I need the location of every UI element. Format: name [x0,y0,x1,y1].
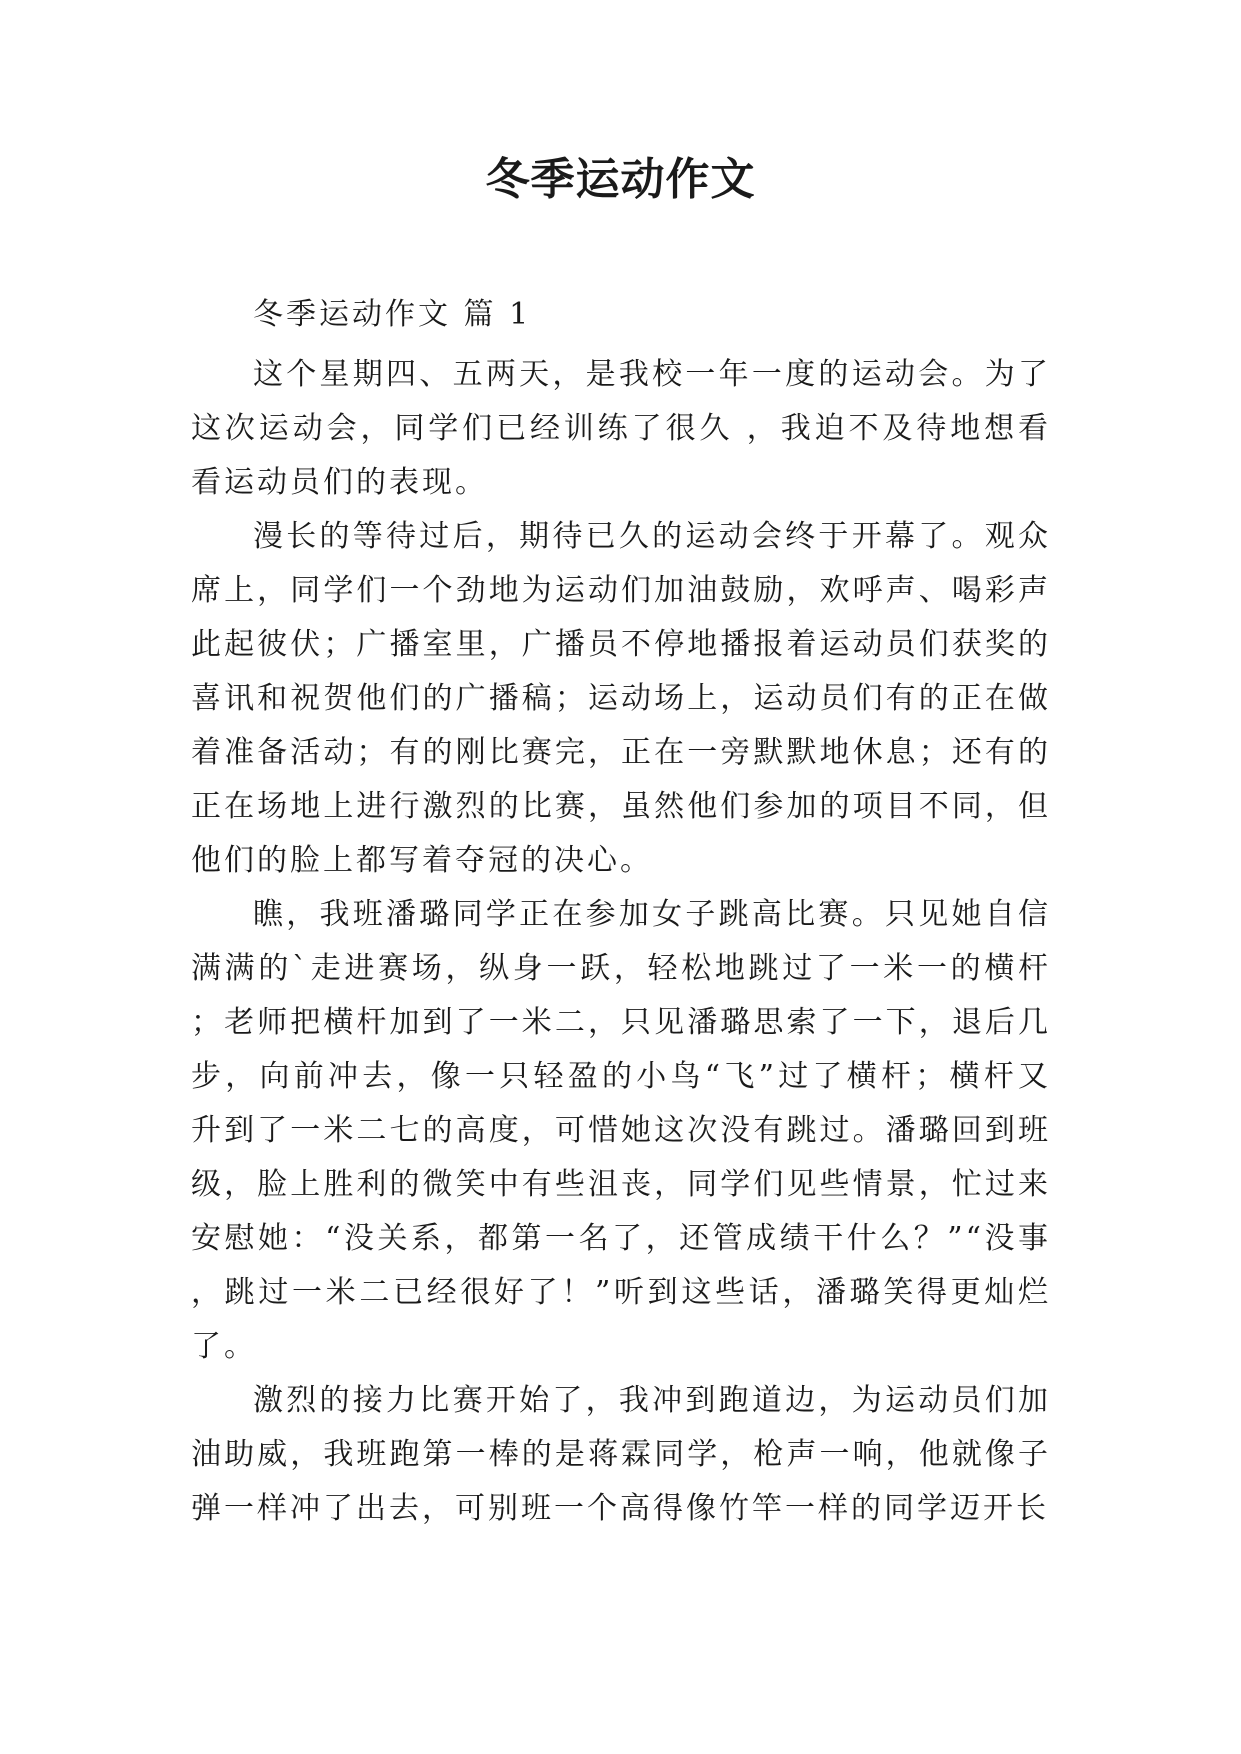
paragraph-1: 这个星期四、五两天，是我校一年一度的运动会。为了这次运动会，同学们已经训练了很久 ，我迫不及待地想看看运动员们的表现。 [191,357,1051,500]
essay-body [191,288,1051,1536]
paragraph-4: 激烈的接力比赛开始了，我冲到跑道边，为运动员们加油助威，我班跑第一棒的是蒋霖同学，枪声一响，他就像子弹一样冲了出去，可别班一个高得像竹竿一样的同学迈开长 [191,1383,1051,1526]
document-title: 冬季运动作文 [485,154,756,205]
section-heading: 冬季运动作文 篇 1 [253,297,532,332]
paragraph-3: 瞧，我班潘璐同学正在参加女子跳高比赛。只见她自信满满的`走进赛场，纵身一跃，轻松地跳过了一米一的横杆；老师把横杆加到了一米二，只见潘璐思索了一下，退后几步，向前冲去，像一只轻盈的小鸟“飞”过了横杆；横杆又升到了一米二七的高度，可惜她这次没有跳过。潘璐回到班级，脸上胜利的微笑中有些沮丧，同学们见些情景，忙过来安慰她：“没关系，都第一名了，还管成绩干什么？”“没事，跳过一米二已经很好了！”听到这些话，潘璐笑得更灿烂了。 [191,897,1051,1364]
paragraph-2: 漫长的等待过后，期待已久的运动会终于开幕了。观众席上，同学们一个劲地为运动们加油鼓励，欢呼声、喝彩声此起彼伏；广播室里，广播员不停地播报着运动员们获奖的喜讯和祝贺他们的广播稿；运动场上，运动员们有的正在做着准备活动；有的刚比赛完，正在一旁默默地休息；还有的正在场地上进行激烈的比赛，虽然他们参加的项目不同，但他们的脸上都写着夺冠的决心。 [191,519,1051,878]
